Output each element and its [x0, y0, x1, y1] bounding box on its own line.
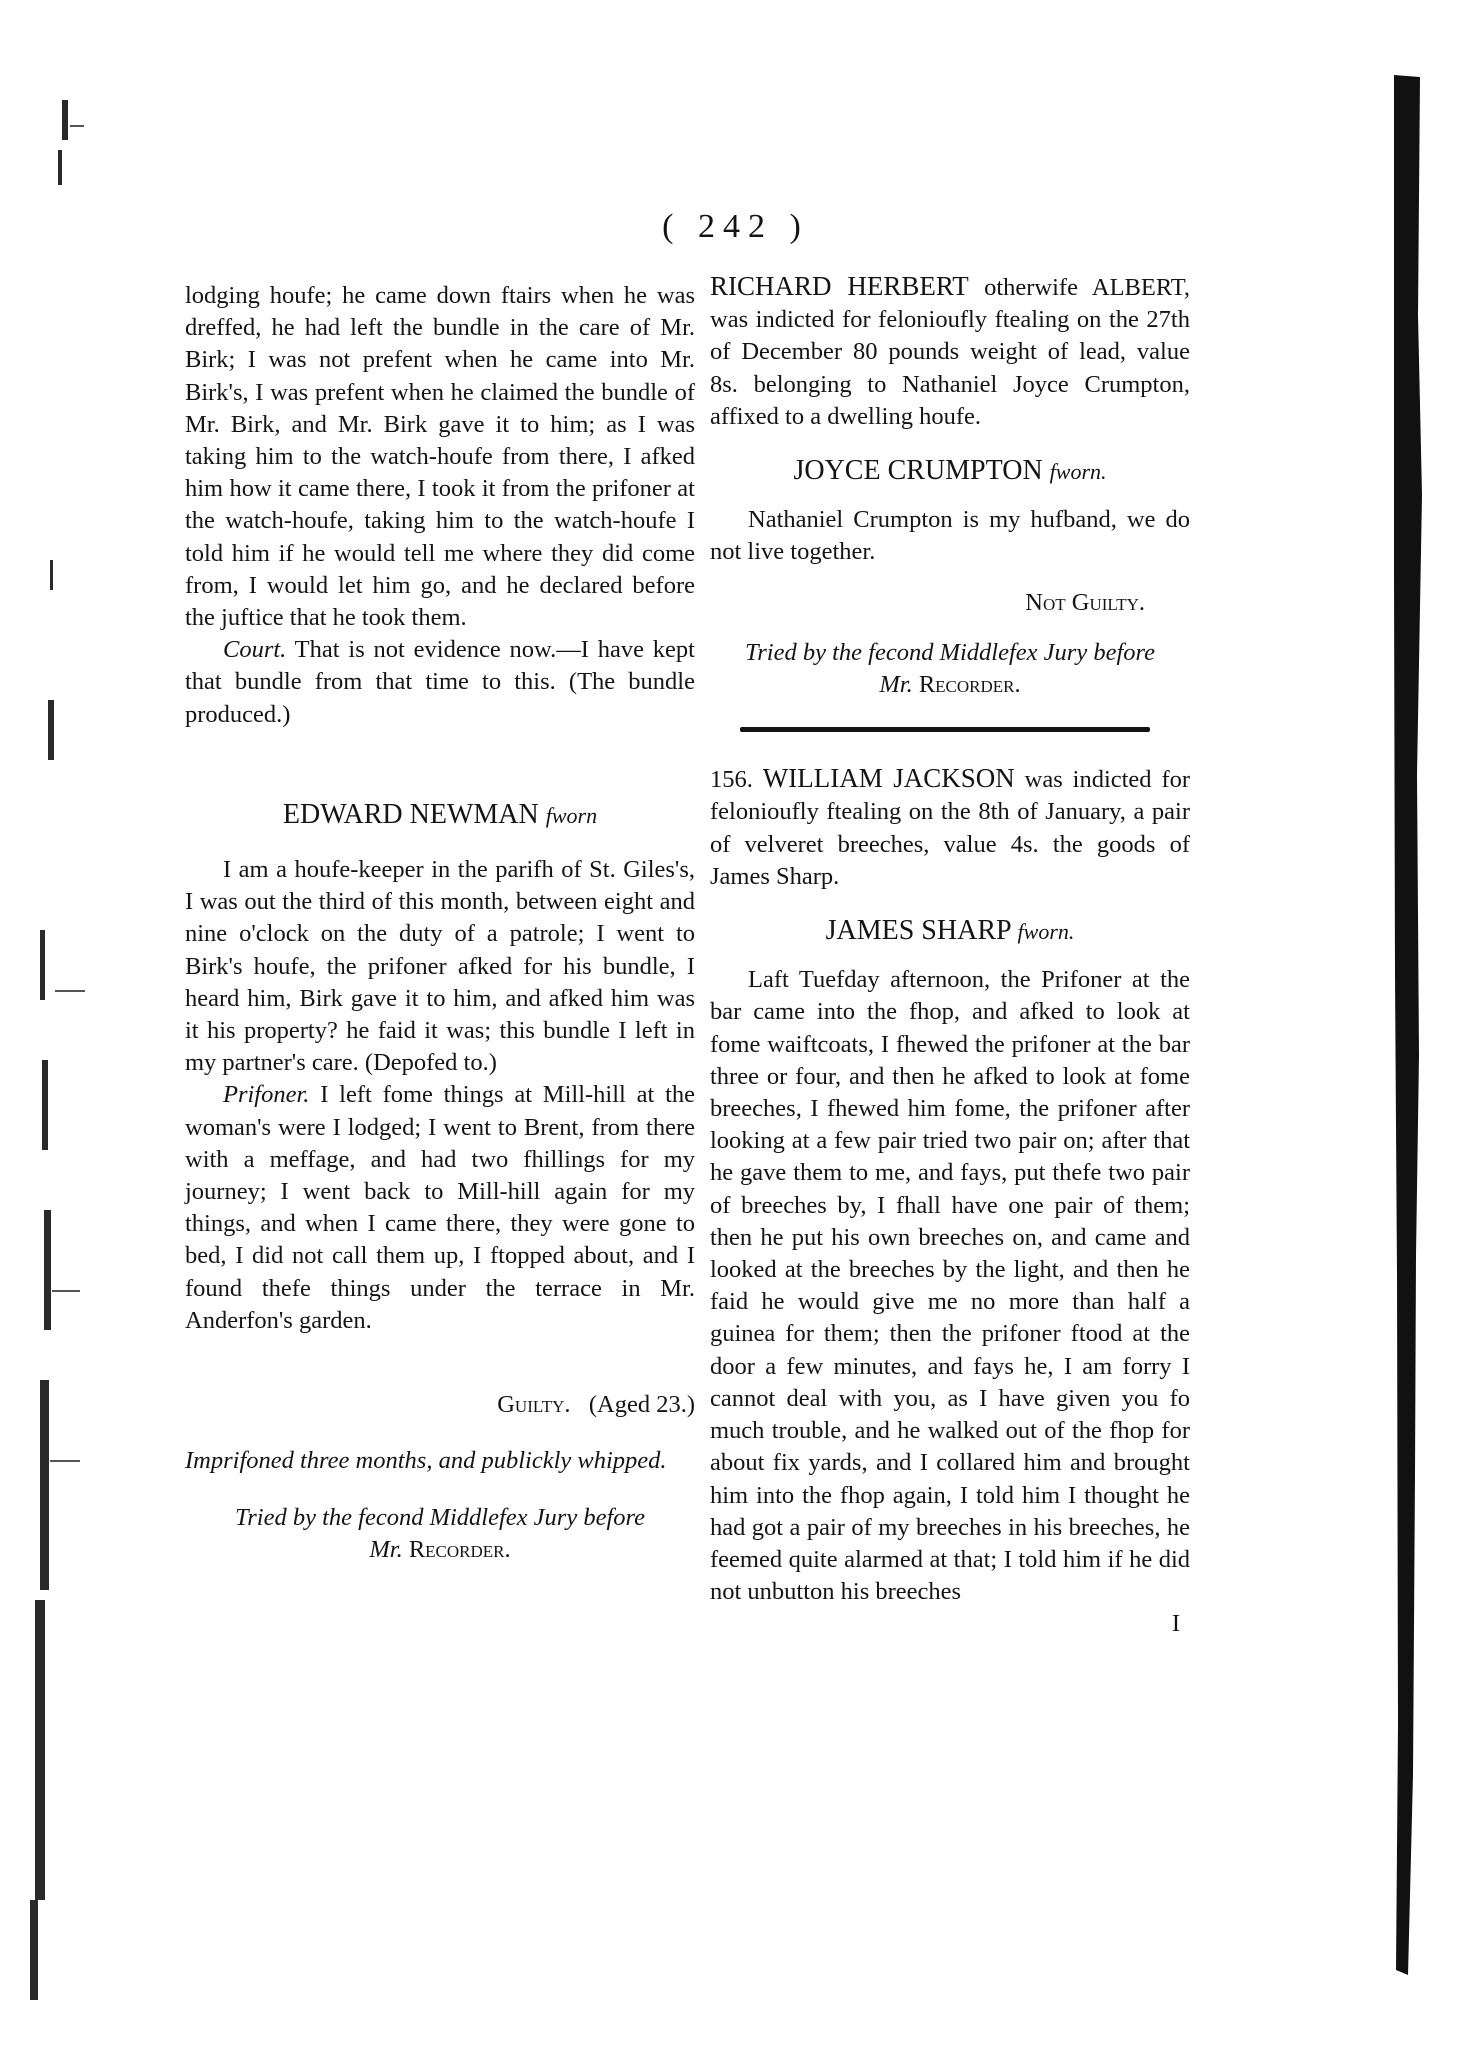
tried-recorder: Recorder. — [918, 671, 1021, 699]
tried-mr: Mr. — [369, 1535, 403, 1563]
left-column — [185, 280, 695, 1566]
court-label: Court. — [223, 636, 287, 664]
witness-heading — [710, 915, 1190, 948]
verdict-line — [185, 1389, 695, 1421]
verdict: Guilty. — [497, 1391, 571, 1419]
prisoner-statement — [185, 1079, 695, 1337]
witness-sworn: fworn. — [1017, 919, 1075, 945]
witness-sworn: fworn — [545, 802, 598, 828]
indictment-text: was indicted for felonioufly ftealing on the 8th of January, a pair of velveret breeches, value 4s. the goods of James Sharp. — [710, 766, 1191, 890]
defendant-name: WILLIAM JACKSON — [762, 763, 1015, 794]
scan-edge-right — [1388, 75, 1448, 1975]
witness-heading — [710, 455, 1190, 488]
court-text: That is not evidence now.—I have kept that bundle from that time to this. (The bundle produced.) — [185, 636, 695, 728]
tried-recorder: Recorder. — [408, 1535, 511, 1563]
tried-by-recorder — [185, 1534, 695, 1566]
witness-name: JAMES SHARP — [825, 915, 1011, 947]
testimony-paragraph: Laft Tuefday afternoon, the Prifoner at the bar came into the fhop, and afked to look at fome waiftcoats, I fhewed the prifoner at the bar three or four, and then he afked to look at fome breeches, I fhewed him fome, the prifoner after looking at a few pair tried two pair on; after that he gave them to me, and fays, put thefe two pair of breeches by, I fhall have one pair of them; then he put his own breeches on, and came and looked at the breeches by the light, and then he faid he would give me no more than half a guinea for them; then the prifoner ftood at the door a few minutes, and fays he, I am forry I cannot deal with you, as I have given you fo much trouble, and he walked out of the fhop for about fix yards, and I collared him and brought him into the fhop again, I told him I thought he had got a pair of my breeches in his breeches, he feemed quite alarmed at that; I told him if he did not unbutton his breeches — [710, 966, 1190, 1606]
indictment-paragraph — [710, 270, 1190, 433]
right-column — [710, 270, 1190, 1641]
sentence: Imprifoned three months, and publickly whipped. — [185, 1447, 667, 1475]
prisoner-label: Prifoner. — [223, 1081, 310, 1109]
prisoner-text: I left fome things at Mill-hill at the woman's were I lodged; I went to Brent, from there with a meffage, and had two fhillings for my journey; I went back to Mill-hill again for my things, and when I came there, they were gone to bed, I did not call them up, I ftopped about, and I found thefe things under the terrace in Mr. Anderfon's garden. — [185, 1081, 695, 1334]
indictment-text: otherwife ALBERT, was indicted for felonioufly ftealing on the 27th of December 80 pounds weight of lead, value 8s. belonging to Nathaniel Joyce Crumpton, affixed to a dwelling houfe. — [710, 274, 1190, 430]
testimony-paragraph: I am a houfe-keeper in the parifh of St. Giles's, I was out the third of this month, between eight and nine o'clock on the duty of a patrole; I went to Birk's houfe, the prifoner afked for his bundle, I heard him, Birk gave it to him, and afked him was it his property? he faid it was; this bundle I left in my partner's care. (Depofed to.) — [185, 856, 695, 1077]
witness-sworn: fworn. — [1049, 459, 1107, 485]
page-number: ( 242 ) — [662, 208, 809, 245]
catchword: I — [1171, 1610, 1180, 1638]
case-number: 156. — [710, 766, 753, 794]
indictment-paragraph — [710, 762, 1190, 893]
tried-mr: Mr. — [879, 671, 913, 699]
witness-name: EDWARD NEWMAN — [282, 798, 539, 830]
defendant-name: RICHARD HERBERT — [710, 271, 969, 301]
scan-edge-left — [0, 0, 95, 2048]
age: (Aged 23.) — [588, 1391, 695, 1419]
court-statement — [185, 634, 695, 731]
witness-heading — [185, 799, 695, 832]
testimony-paragraph: Nathaniel Crumpton is my hufband, we do not live together. — [710, 506, 1190, 566]
witness-name: JOYCE CRUMPTON — [793, 455, 1043, 487]
testimony-paragraph: lodging houfe; he came down ftairs when he was dreffed, he had left the bundle in the care of Mr. Birk; I was not prefent when he came into Mr. Birk's, I was prefent when he claimed the bundle of Mr. Birk, and Mr. Birk gave it to him; as I was taking him to the watch-houfe from there, I afked him how it came there, I took it from the prifoner at the watch-houfe, taking him to the watch-houfe I told him if he would tell me where they did come from, I would let him go, and he declared before the juftice that he took them. — [185, 282, 695, 632]
tried-by: Tried by the fecond Middlefex Jury before — [744, 638, 1156, 666]
tried-by: Tried by the fecond Middlefex Jury before — [234, 1503, 646, 1531]
verdict: Not Guilty. — [1025, 588, 1145, 616]
tried-by-recorder — [710, 669, 1190, 701]
